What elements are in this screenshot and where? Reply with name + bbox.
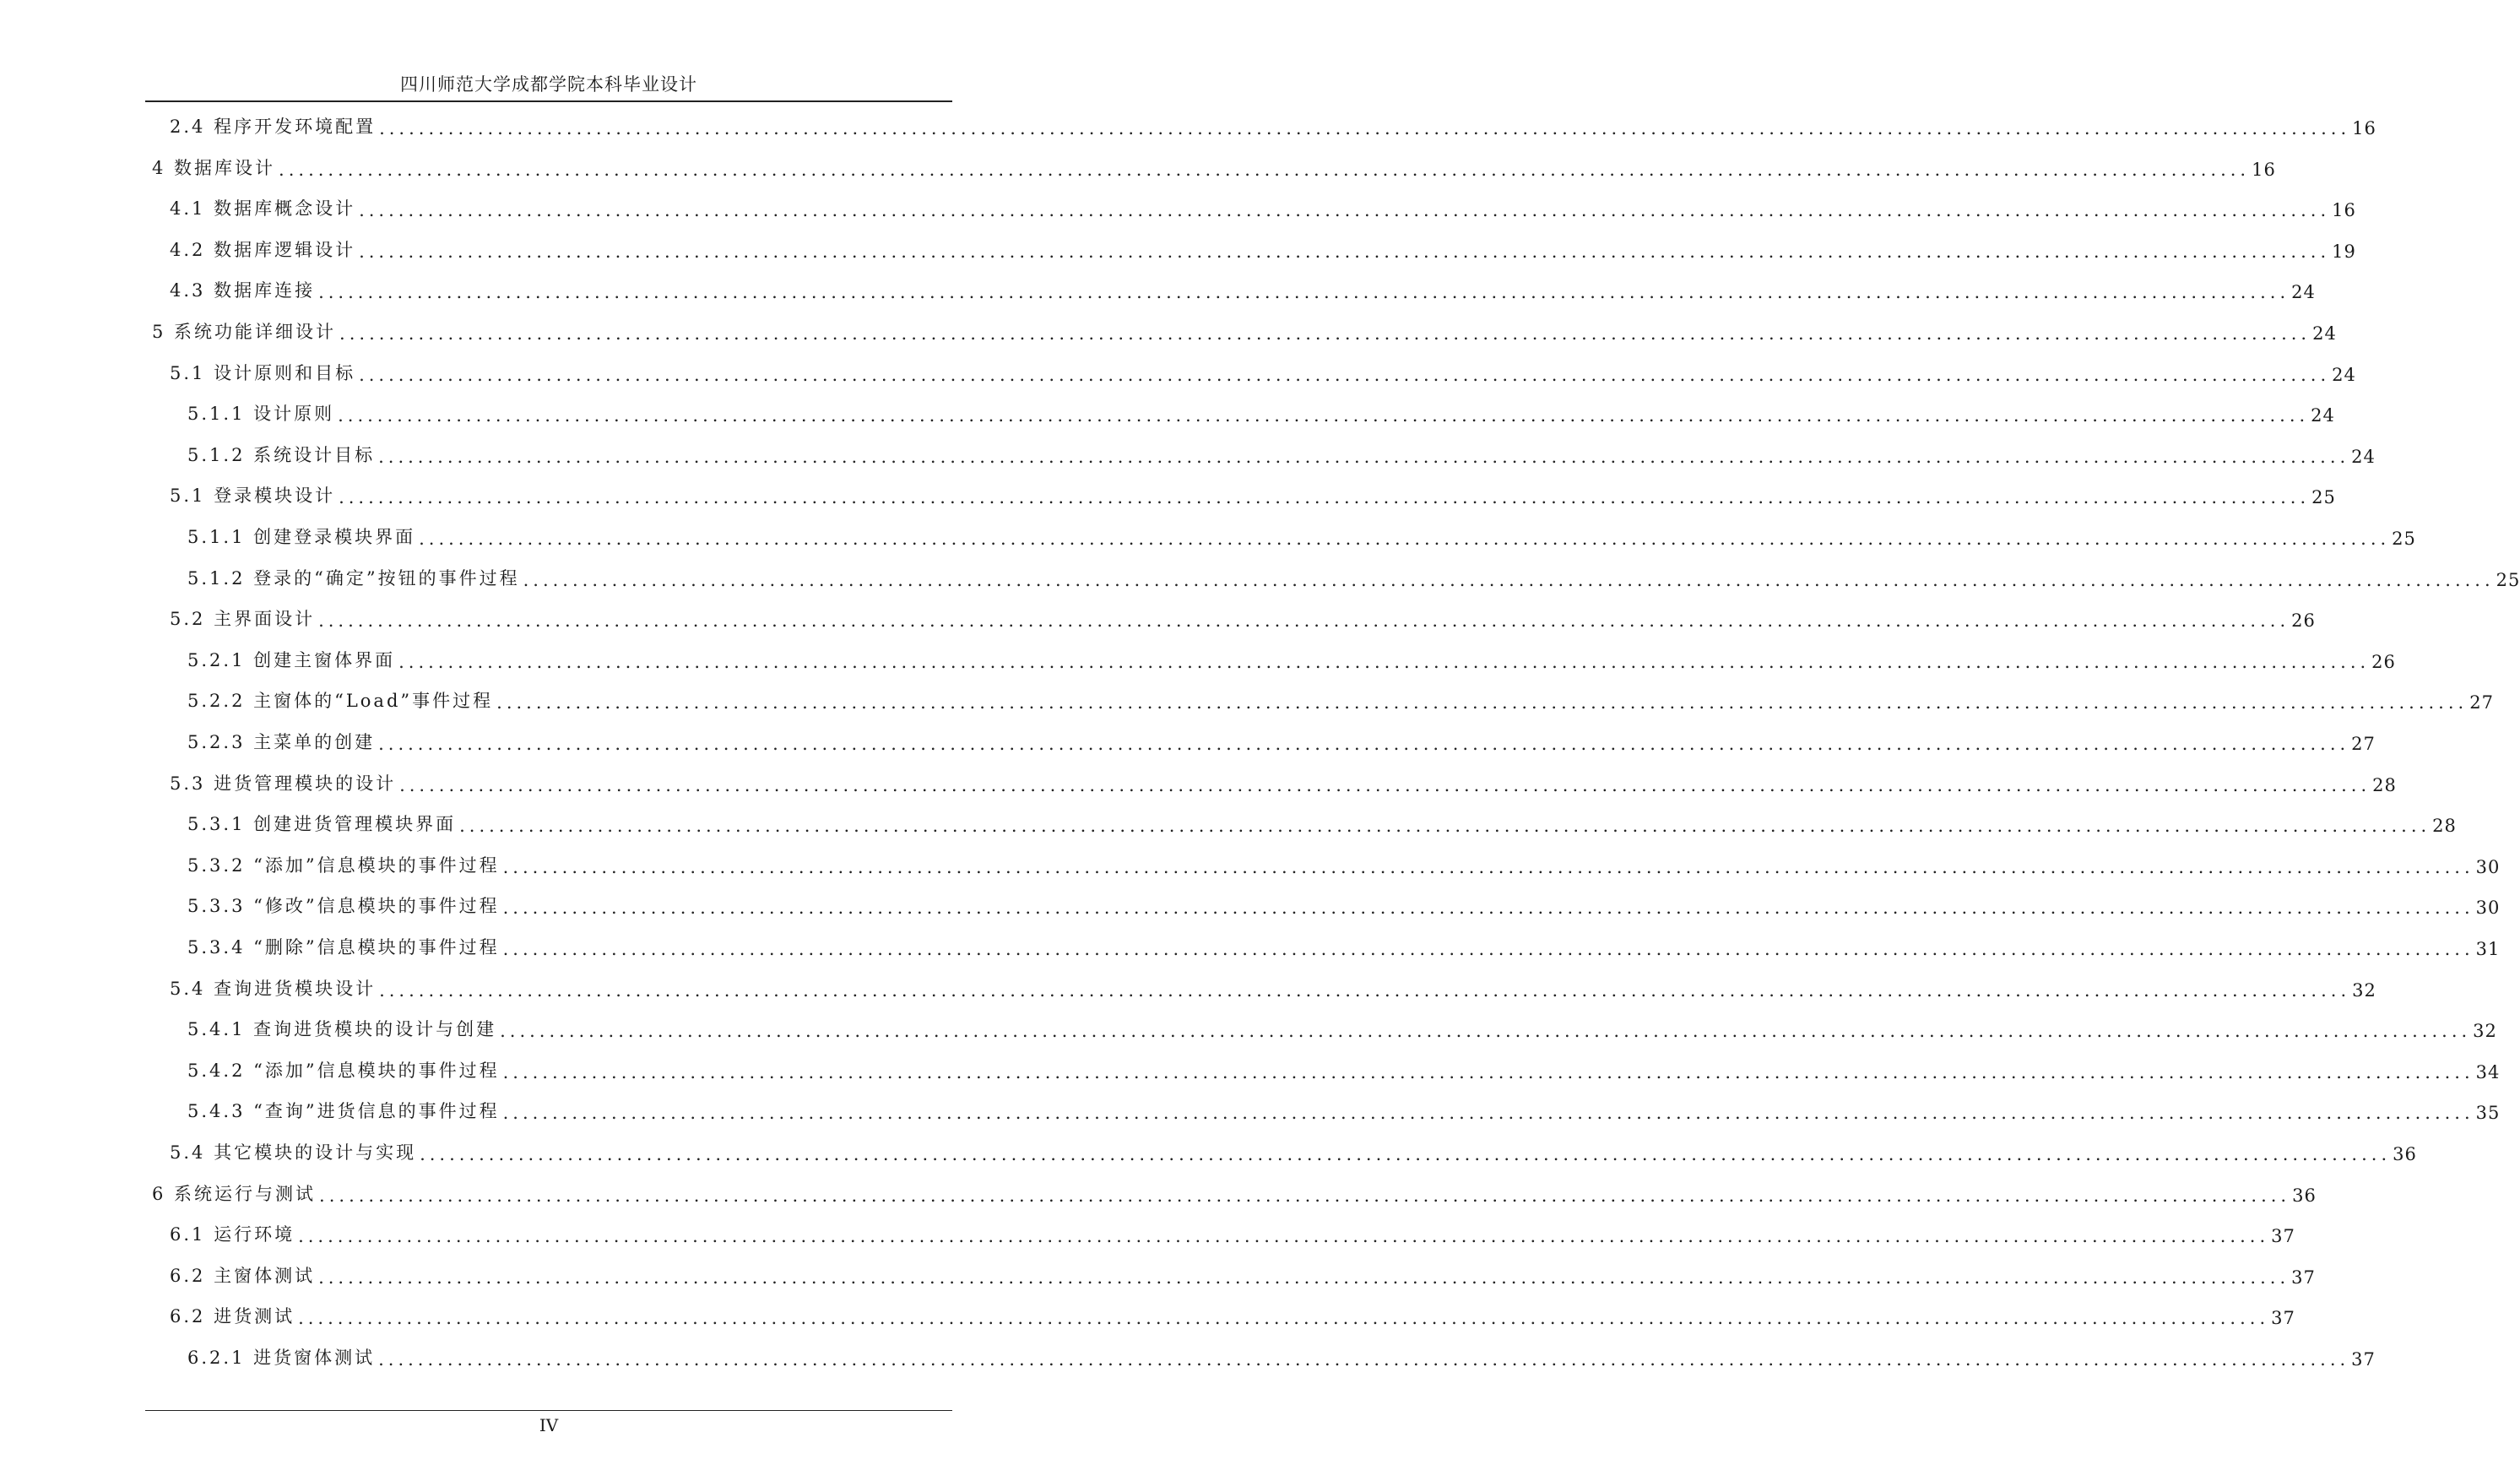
toc-entry-page-number: 24 (2312, 323, 2337, 344)
toc-entry[interactable] (170, 1216, 2295, 1247)
toc-dot-leader: ........................................................................................................................................................................................................ (318, 1267, 2290, 1288)
toc-entry-page-number: 32 (2352, 979, 2376, 1001)
toc-entry[interactable] (187, 1339, 2376, 1370)
toc-entry-label: 5.3.4 “删除”信息模块的事件过程 (187, 937, 500, 957)
toc-entry-label: 4 数据库设计 (152, 157, 276, 178)
toc-entry-page-number: 24 (2351, 446, 2376, 467)
toc-entry-label: 5.2.2 主窗体的“Load”事件过程 (187, 691, 494, 712)
toc-entry-label: 4.1 数据库概念设计 (170, 198, 356, 220)
toc-entry-label: 2.4 程序开发环境配置 (170, 117, 377, 137)
toc-dot-leader: ........................................................................................................................................................................................................ (378, 446, 2350, 467)
toc-entry[interactable] (152, 149, 2276, 180)
toc-entry[interactable] (187, 437, 2376, 467)
toc-entry[interactable] (170, 231, 2356, 262)
toc-dot-leader: ........................................................................................................................................................................................................ (502, 1103, 2474, 1124)
toc-entry-page-number: 34 (2475, 1061, 2501, 1082)
toc-entry-label: 4.2 数据库逻辑设计 (170, 239, 356, 260)
toc-dot-leader: ........................................................................................................................................................................................................ (378, 734, 2350, 754)
toc-dot-leader: ........................................................................................................................................................................................................ (318, 282, 2290, 303)
toc-dot-leader: ........................................................................................................................................................................................................ (359, 241, 2331, 262)
toc-dot-leader: ........................................................................................................................................................................................................ (399, 774, 2371, 795)
toc-entry[interactable] (152, 313, 2337, 344)
toc-dot-leader: ........................................................................................................................................................................................................ (502, 898, 2474, 919)
toc-entry-label: 5.1.1 创建登录模块界面 (187, 527, 416, 547)
toc-entry-page-number: 28 (2372, 774, 2397, 795)
toc-entry-label: 6 系统运行与测试 (152, 1183, 317, 1204)
toc-dot-leader: ........................................................................................................................................................................................................ (379, 118, 2351, 138)
page-header-title: 四川师范大学成都学院本科毕业设计 (400, 74, 697, 95)
toc-entry[interactable] (187, 929, 2501, 959)
toc-entry-label: 4.3 数据库连接 (170, 280, 316, 301)
toc-entry-label: 5.1.1 设计原则 (187, 404, 335, 425)
toc-dot-leader: ........................................................................................................................................................................................................ (298, 1308, 2270, 1329)
toc-entry[interactable] (187, 806, 2457, 837)
toc-entry-label: 5.1 设计原则和目标 (170, 362, 356, 383)
toc-entry-page-number: 26 (2371, 651, 2396, 672)
toc-entry-label: 5.3.1 创建进货管理模块界面 (187, 814, 457, 835)
toc-entry-page-number: 37 (2351, 1349, 2376, 1370)
toc-entry[interactable] (187, 518, 2416, 549)
toc-entry[interactable] (170, 477, 2336, 508)
toc-entry[interactable] (187, 724, 2376, 754)
toc-entry[interactable] (170, 1298, 2295, 1329)
toc-entry-page-number: 28 (2432, 816, 2457, 837)
toc-entry[interactable] (187, 1093, 2501, 1124)
toc-entry-label: 5.1.2 系统设计目标 (187, 444, 376, 465)
toc-entry[interactable] (170, 600, 2316, 632)
toc-entry[interactable] (170, 1134, 2417, 1164)
toc-entry-label: 6.2.1 进货窗体测试 (187, 1348, 376, 1368)
footer-divider (145, 1410, 952, 1411)
toc-entry-page-number: 27 (2351, 734, 2376, 754)
toc-entry[interactable] (152, 1175, 2317, 1206)
toc-dot-leader: ........................................................................................................................................................................................................ (500, 1021, 2472, 1042)
toc-entry-label: 5 系统功能详细设计 (152, 322, 337, 342)
toc-entry[interactable] (187, 395, 2335, 426)
toc-dot-leader: ........................................................................................................................................................................................................ (420, 1144, 2392, 1164)
toc-entry-label: 5.3.2 “添加”信息模块的事件过程 (187, 854, 500, 876)
toc-entry-page-number: 16 (2352, 118, 2376, 138)
toc-entry-label: 6.2 进货测试 (170, 1306, 295, 1327)
toc-entry-page-number: 16 (2252, 159, 2276, 180)
toc-dot-leader: ........................................................................................................................................................................................................ (379, 979, 2351, 1001)
toc-dot-leader: ........................................................................................................................................................................................................ (279, 159, 2251, 180)
toc-entry-label: 5.4 查询进货模块设计 (170, 978, 377, 999)
toc-dot-leader: ........................................................................................................................................................................................................ (502, 939, 2474, 959)
toc-entry-page-number: 31 (2475, 939, 2501, 959)
toc-entry-page-number: 25 (2496, 569, 2520, 590)
toc-entry-label: 5.4 其它模块的设计与实现 (170, 1142, 417, 1163)
toc-entry-page-number: 27 (2469, 692, 2494, 713)
toc-dot-leader: ........................................................................................................................................................................................................ (318, 610, 2290, 632)
toc-entry-page-number: 36 (2292, 1185, 2317, 1206)
toc-entry-page-number: 24 (2291, 282, 2316, 303)
toc-entry-label: 6.2 主窗体测试 (170, 1265, 316, 1286)
toc-entry-label: 5.2.1 创建主窗体界面 (187, 649, 396, 670)
toc-dot-leader: ........................................................................................................................................................................................................ (339, 487, 2311, 508)
header-divider (145, 100, 952, 102)
toc-entry-label: 5.2.3 主菜单的创建 (187, 732, 376, 752)
toc-dot-leader: ........................................................................................................................................................................................................ (359, 364, 2331, 385)
toc-entry-page-number: 25 (2392, 529, 2416, 549)
toc-dot-leader: ........................................................................................................................................................................................................ (359, 200, 2331, 221)
toc-entry-page-number: 37 (2271, 1226, 2295, 1247)
toc-entry[interactable] (170, 970, 2376, 1001)
toc-dot-leader: ........................................................................................................................................................................................................ (398, 651, 2371, 672)
toc-entry[interactable] (187, 560, 2520, 590)
toc-dot-leader: ........................................................................................................................................................................................................ (338, 405, 2310, 426)
toc-entry-page-number: 30 (2475, 856, 2501, 877)
toc-entry-label: 5.3 进货管理模块的设计 (170, 773, 397, 794)
toc-dot-leader: ........................................................................................................................................................................................................ (523, 569, 2495, 590)
toc-entry-label: 5.2 主界面设计 (170, 609, 316, 630)
toc-dot-leader: ........................................................................................................................................................................................................ (339, 323, 2311, 344)
toc-entry-page-number: 24 (2311, 405, 2335, 426)
toc-entry[interactable] (170, 765, 2397, 795)
toc-entry[interactable] (170, 272, 2316, 303)
toc-entry-label: 5.1 登录模块设计 (170, 486, 336, 507)
toc-entry[interactable] (187, 847, 2501, 877)
toc-entry[interactable] (187, 887, 2501, 919)
toc-entry-page-number: 19 (2332, 241, 2356, 262)
toc-entry-page-number: 37 (2291, 1267, 2316, 1288)
toc-entry-label: 5.4.1 查询进货模块的设计与创建 (187, 1019, 497, 1040)
toc-entry-page-number: 30 (2475, 898, 2501, 919)
toc-entry[interactable] (170, 1257, 2316, 1288)
toc-entry-page-number: 25 (2311, 487, 2336, 508)
toc-dot-leader: ........................................................................................................................................................................................................ (378, 1349, 2350, 1370)
toc-dot-leader: ........................................................................................................................................................................................................ (459, 816, 2431, 837)
toc-entry[interactable] (187, 642, 2396, 672)
toc-entry-label: 5.1.2 登录的“确定”按钮的事件过程 (187, 567, 520, 589)
toc-entry-label: 5.3.3 “修改”信息模块的事件过程 (187, 896, 500, 917)
toc-entry-page-number: 35 (2475, 1103, 2501, 1124)
toc-entry-page-number: 37 (2271, 1308, 2295, 1329)
toc-entry-page-number: 32 (2473, 1021, 2497, 1042)
toc-entry[interactable] (170, 355, 2356, 385)
toc-dot-leader: ........................................................................................................................................................................................................ (502, 856, 2474, 877)
toc-entry[interactable] (187, 682, 2494, 713)
toc-entry-page-number: 36 (2393, 1144, 2417, 1164)
toc-dot-leader: ........................................................................................................................................................................................................ (502, 1061, 2474, 1082)
toc-entry[interactable] (170, 108, 2376, 138)
toc-entry[interactable] (187, 1011, 2497, 1042)
toc-entry-page-number: 26 (2291, 610, 2316, 632)
toc-entry-label: 5.4.2 “添加”信息模块的事件过程 (187, 1060, 500, 1081)
toc-entry[interactable] (187, 1052, 2501, 1082)
toc-entry[interactable] (170, 190, 2356, 221)
toc-dot-leader: ........................................................................................................................................................................................................ (298, 1226, 2270, 1247)
footer-page-number: IV (539, 1415, 559, 1435)
toc-entry-label: 5.4.3 “查询”进货信息的事件过程 (187, 1101, 500, 1122)
toc-dot-leader: ........................................................................................................................................................................................................ (496, 692, 2469, 713)
toc-dot-leader: ........................................................................................................................................................................................................ (319, 1185, 2291, 1206)
toc-entry-label: 6.1 运行环境 (170, 1224, 295, 1245)
toc-entry-page-number: 24 (2332, 364, 2356, 385)
toc-dot-leader: ........................................................................................................................................................................................................ (419, 529, 2391, 549)
toc-entry-page-number: 16 (2332, 200, 2356, 221)
